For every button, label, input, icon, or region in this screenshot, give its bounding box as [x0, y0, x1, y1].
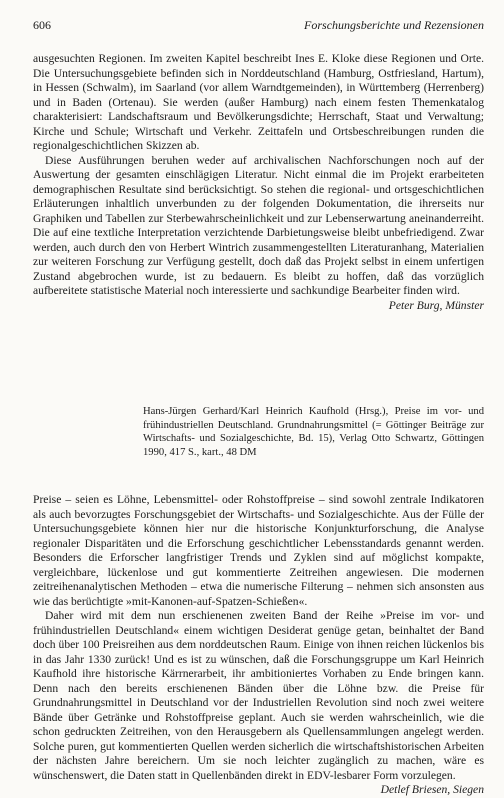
review-1: [33, 52, 484, 313]
running-title: Forschungsberichte und Rezensionen: [304, 18, 484, 32]
review-2-paragraph-1: Preise – seien es Löhne, Lebensmittel- oder Rohstoffpreise – sind sowohl zentrale Indikatoren als auch bevorzugtes Forschungsgebiet der Wirtschafts- und Sozialgeschichte. Aus der Fülle der Untersuchungsgebiete können hier nur die historische Konjunkturforschung, die Analyse regionaler Disparitäten und die Erforschung geschichtlicher Lebensstandards genannt werden. Besonders die Erforscher langfristiger Trends und Zyklen sind auf möglichst kompakte, vergleichbare, lückenlose und gut kommentierte Zeitreihen angewiesen. Die modernen zeitreihenanalytischen Methoden – etwa die numerische Filterung – nehmen sich ansonsten aus wie das berüchtigte »mit-Kanonen-auf-Spatzen-Schießen«.: [33, 493, 484, 608]
review-1-paragraph-2: [33, 153, 484, 312]
page-number: 606: [33, 18, 51, 32]
bibliography-entry: Hans-Jürgen Gerhard/Karl Heinrich Kaufhold (Hrsg.), Preise im vor- und frühindustriellen Deutschland. Grundnahrungsmittel (= Göttinger Beiträge zur Wirtschafts- und Sozialgeschichte, Bd. 15), Verlag Otto Schwartz, Göttingen 1990, 417 S., kart., 48 DM: [143, 406, 484, 458]
review-2-paragraph-2: [33, 609, 484, 796]
review-2-paragraph-2-text: Daher wird mit dem nun erschienenen zweiten Band der Reihe »Preise im vor- und frühindustriellen Deutschland« einem wichtigen Desiderat genüge getan, beinhaltet der Band doch über 100 Preisreihen aus dem norddeutschen Raum. Einige von ihnen reichen lückenlos bis in das Jahr 1330 zurück! Und es ist zu wünschen, daß die Forschungsgruppe um Karl Heinrich Kaufhold ihre historische Kärrnerarbeit, ihr ambitioniertes Vorhaben zu Ende bringen kann. Denn nach den bereits erschienenen Bänden über die Löhne bzw. die Preise für Grundnahrungsmittel in Deutschland vor der Industriellen Revolution sind noch zwei weitere Bände über Getränke und Rohstoffpreise geplant. Auch sie werden wahrscheinlich, wie die schon gedruckten Zeitreihen, von den Herausgebern als Quellensammlungen angelegt werden. Solche puren, gut kommentierten Quellen werden sicherlich die wirtschaftshistorischen Arbeiten der nächsten Jahre bereichern. Um sie noch leichter zugänglich zu machen, wäre es wünschenswert, die Daten statt in Quellenbänden direkt in EDV-lesbarer Form vorzulegen.: [33, 609, 484, 782]
review-1-signature: Peter Burg, Münster: [388, 298, 484, 312]
review-2: [33, 493, 484, 798]
review-1-paragraph-2-text: Diese Ausführungen beruhen weder auf archivalischen Nachforschungen noch auf der Auswertung der gesamten einschlägigen Literatur. Nicht einmal die im Projekt erarbeiteten demographischen Resultate sind berücksichtigt. So stehen die regional- und ortsgeschichtlichen Erläuterungen inhaltlich unverbunden zu der folgenden Dokumentation, die ihrerseits nur Graphiken und Tabellen zur Sterbewahrscheinlichkeit und zur Lebenserwartung aneinanderreiht. Die auf eine textliche Interpretation verzichtende Darbietungsweise bleibt unbefriedigend. Zwar werden, auch durch den von Herbert Wintrich zusammengestellten Literaturanhang, Materialien zur weiteren Forschung zur Verfügung gestellt, doch daß das Projekt selbst in einem unfertigen Zustand abgebrochen wurde, ist zu bedauern. Es bleibt zu hoffen, daß das vorzüglich aufbereitete statistische Material noch interessierte und sachkundige Bearbeiter finden wird.: [33, 153, 484, 297]
review-1-paragraph-1: ausgesuchten Regionen. Im zweiten Kapitel beschreibt Ines E. Kloke diese Regionen und Orte. Die Untersuchungsgebiete befinden sich in Norddeutschland (Hamburg, Ostfriesland, Hartum), in Hessen (Schwalm), im Saarland (vor allem Warndtgemeinden), in Württemberg (Herrenberg) und in Baden (Ortenau). Sie werden (außer Hamburg) nach einem festen Themenkatalog charakterisiert: Landschaftsraum und Bevölkerungsdichte; Herrschaft, Staat und Verwaltung; Kirche und Schule; Wirtschaft und Verkehr. Zeittafeln und Ortsbeschreibungen runden die regionalgeschichtlichen Skizzen ab.: [33, 52, 484, 152]
review-2-signature: Detlef Briesen, Siegen: [380, 783, 484, 796]
